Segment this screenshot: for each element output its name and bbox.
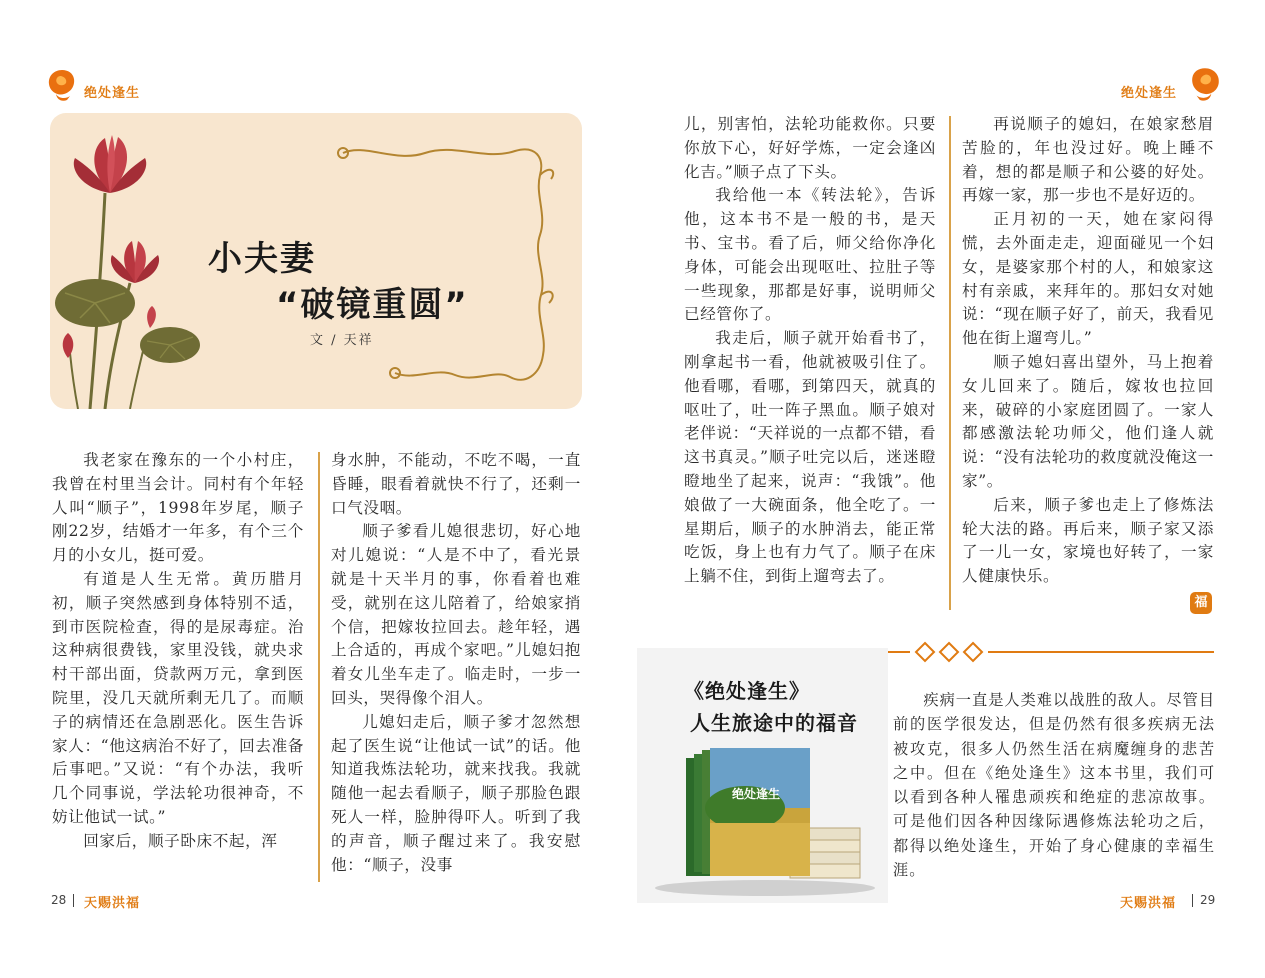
col4-paragraph: 顺子媳妇喜出望外，马上抱着女儿回来了。随后，嫁妆也拉回来，破碎的小家庭团圆了。一家人都感激法轮功师父，他们逢人就说：“没有法轮功的救度就没俺这一家”。: [962, 352, 1214, 490]
col2-paragraph: 顺子爹看儿媳很悲切，好心地对儿媳说：“人是不中了，看光景就是十天半月的事，你看着也难受，就别在这儿陪着了，给娘家捎个信，把嫁妆拉回去。趁年轻，遇上合适的，再成个家吧。”儿媳妇抱着女儿坐车走了。临走时，一步一回头，哭得像个泪人。: [331, 522, 581, 707]
col1-paragraph: 回家后，顺子卧床不起，浑: [83, 831, 278, 850]
column-divider: [949, 116, 951, 610]
header-right-section-label: 绝处逢生: [1121, 86, 1178, 101]
ad-description: [893, 688, 1215, 882]
ad-title-line1: 《绝处逢生》: [684, 679, 810, 703]
column-divider: [318, 452, 320, 882]
article-title-line1: 小夫妻: [208, 239, 316, 279]
col1-paragraph: 有道是人生无常。黄历腊月初，顺子突然感到身体特别不适，到市医院检查，得的是尿毒症。治这种病很费钱，家里没钱，就央求村干部出面，贷款两万元，拿到医院里，没几天就所剩无几了。而顺子的病情还在急剧恶化。医生告诉家人：“他这病治不好了，回去准备后事吧。”又说：“有个办法，我听几个同事说，学法轮功很神奇，不妨让他试一试。”: [52, 569, 304, 826]
ad-title-line2: 人生旅途中的福音: [690, 711, 858, 735]
col4-paragraph: 正月初的一天，她在家闷得慌，去外面走走，迎面碰见一个妇女，是婆家那个村的人，和娘家这村有亲戚，来拜年的。那妇女对她说：“现在顺子好了，前天，我看见他在街上遛弯儿。”: [962, 210, 1214, 348]
article-byline: 文 / 天祥: [310, 333, 374, 348]
left-page-number: 28: [51, 893, 67, 907]
article-title-card: [50, 113, 582, 409]
right-page-number: 29: [1200, 893, 1216, 907]
col3-paragraph: 我走后，顺子就开始看书了，刚拿起书一看，他就被吸引住了。他看哪，看哪，到第四天，就真的呕吐了，吐一阵子黑血。顺子娘对老伴说：“天祥说的一点都不错，看这书真灵。”顺子吐完以后，迷迷瞪瞪地坐了起来，说声：“我饿”。他娘做了一大碗面条，他全吃了。一星期后，顺子的水肿消去，能正常吃饭，身上也有力气了。顺子在床上躺不住，到街上遛弯去了。: [684, 329, 936, 586]
col2-paragraph: 儿媳妇走后，顺子爹才忽然想起了医生说“让他试一试”的话。他知道我炼法轮功，就来找我。我就随他一起去看顺子，顺子那脸色跟死人一样，脸肿得吓人。听到了我的声音，顺子醒过来了。我安慰他：“顺子，没事: [331, 712, 581, 874]
article-column-1: [52, 449, 304, 854]
book-cover-title: 绝处逢生: [732, 787, 781, 801]
article-column-3: [684, 113, 936, 589]
col2-paragraph: 身水肿，不能动，不吃不喝，一直昏睡，眼看着就快不行了，还剩一口气没咽。: [331, 451, 581, 517]
ad-description-text: 疾病一直是人类难以战胜的敌人。尽管目前的医学很发达，但是仍然有很多疾病无法被攻克，很多人仍然生活在病魔缠身的悲苦之中。但在《绝处逢生》这本书里，我们可以看到各种人罹患顽疾和绝症的悲凉故事。可是他们因各种因缘际遇修炼法轮功之后，都得以绝处逢生，开始了身心健康的幸福生涯。: [893, 691, 1215, 880]
col3-paragraph: 我给他一本《转法轮》，告诉他，这本书不是一般的书，是天书、宝书。看了后，师父给你净化身体，可能会出现呕吐、拉肚子等一些现象，那都是好事，说明师父已经管你了。: [684, 186, 936, 324]
book-stack-image: [650, 748, 880, 898]
col3-paragraph: 儿，别害怕，法轮功能救你。只要你放下心，好好学炼，一定会逢凶化吉。”顺子点了下头。: [684, 115, 936, 181]
footer-separator: [1192, 894, 1193, 907]
left-footer-brand: 天赐洪福: [84, 896, 141, 911]
header-right-flower-icon: [1186, 64, 1224, 102]
end-mark-icon: [1190, 592, 1212, 614]
header-left-flower-icon: [44, 66, 80, 102]
col4-paragraph: 再说顺子的媳妇，在娘家愁眉苦脸的，年也没过好。晚上睡不着，想的都是顺子和公婆的好处。再嫁一家，那一步也不是好迈的。: [962, 115, 1214, 205]
end-mark-label: 福: [1194, 595, 1208, 610]
col4-paragraph: 后来，顺子爹也走上了修炼法轮大法的路。再后来，顺子家又添了一儿一女，家境也好转了，一家人健康快乐。: [962, 495, 1214, 586]
article-column-2: [331, 449, 581, 877]
decorative-vine-frame: [335, 135, 560, 390]
footer-separator: [73, 894, 74, 907]
col1-paragraph: 我老家在豫东的一个小村庄，我曾在村里当会计。同村有个年轻人叫“顺子”，1998年岁尾，顺子刚22岁，结婚才一年多，有个三个月的小女儿，挺可爱。: [52, 451, 304, 565]
diamond-ornament-icon: [913, 640, 985, 664]
right-footer-brand: 天赐洪福: [1120, 896, 1177, 911]
article-column-4: [962, 113, 1214, 589]
article-title-line2: “破镜重圆”: [276, 285, 469, 325]
header-left-section-label: 绝处逢生: [84, 86, 141, 101]
lotus-illustration: [50, 113, 210, 409]
